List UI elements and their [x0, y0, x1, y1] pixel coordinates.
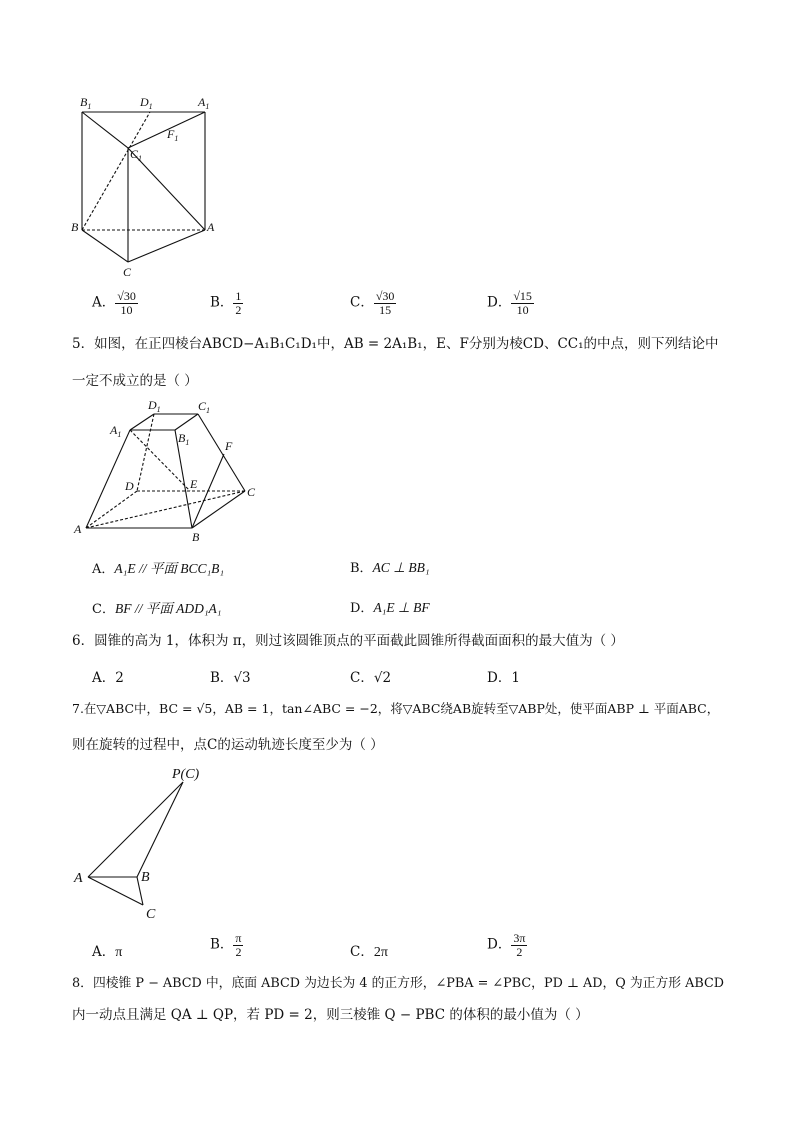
q5-option-a[interactable]: A．A₁E // 平面 BCC₁B₁ [92, 561, 225, 577]
q4-prism-figure [60, 90, 230, 285]
q4-option-a[interactable]: A． $\frac{√30}{10}$ [92, 289, 136, 317]
q4-label-a1: $A_1$ [198, 95, 210, 111]
q7-option-a[interactable]: A．π [92, 944, 123, 960]
q7-label-p: P(C) [172, 767, 200, 782]
q5-label-d1: $D_1$ [148, 398, 161, 414]
q5-frustum-figure [68, 392, 268, 542]
q5-label-d: D [125, 479, 134, 493]
q7-label-c: C [146, 907, 156, 922]
q5-label-b1: $B_1$ [178, 431, 190, 447]
q5-stem-line2: 一定不成立的是（ ） [72, 373, 198, 389]
q8-stem-line1: 8．四棱锥 P − ABCD 中，底面 ABCD 为边长为 4 的正方形，∠PBA = ∠PBC，PD ⊥ AD，Q 为正方形 ABCD [72, 976, 725, 991]
q4-label-c1: $C_1$ [130, 147, 143, 163]
q6-option-c[interactable]: C．√2 [350, 670, 392, 686]
q6-option-d[interactable]: D．1 [487, 670, 520, 686]
q5-label-e: E [190, 477, 198, 491]
q4-label-d1: $D_1$ [140, 95, 153, 111]
q4-option-d[interactable]: D． $\frac{√15}{10}$ [487, 289, 532, 317]
q4-label-c: C [123, 265, 132, 279]
q7-label-b: B [141, 870, 150, 885]
q6-option-a[interactable]: A．2 [92, 670, 124, 686]
q5-label-a1: $A_1$ [110, 423, 122, 439]
q4-label-b: B [71, 220, 79, 234]
q7-stem-line2: 则在旋转的过程中，点C的运动轨迹长度至少为（ ） [72, 737, 384, 753]
q4-label-f1: $F_1$ [167, 127, 179, 143]
q8-stem-line2: 内一动点且满足 QA ⊥ QP，若 PD = 2，则三棱锥 Q − PBC 的体积的最小值为（ ） [72, 1007, 589, 1023]
q7-option-d[interactable]: D． $\frac{3\pi}{2}$ [487, 931, 526, 959]
q7-triangle-figure [68, 760, 228, 925]
q7-option-c[interactable]: C．2π [350, 944, 388, 960]
q4-label-b1: $B_1$ [80, 95, 92, 111]
q4-option-c[interactable]: C． $\frac{√30}{15}$ [350, 289, 395, 317]
q6-stem: 6．圆锥的高为 1，体积为 π，则过该圆锥顶点的平面截此圆锥所得截面面积的最大值为（ ） [72, 633, 624, 649]
q4-option-b[interactable]: B． $\frac{1}{2}$ [210, 289, 242, 317]
q5-label-c1: $C_1$ [198, 399, 211, 415]
q5-label-a: A [74, 522, 82, 536]
q5-option-c[interactable]: C．BF // 平面 ADD₁A₁ [92, 601, 222, 617]
q7-option-b[interactable]: B． $\frac{\pi}{2}$ [210, 931, 242, 959]
q5-label-c: C [247, 485, 256, 499]
q5-option-b[interactable]: B．AC ⊥ BB₁ [350, 560, 430, 576]
q5-label-b: B [192, 530, 200, 542]
q4-label-a: A [207, 220, 215, 234]
q6-option-b[interactable]: B．√3 [210, 670, 251, 686]
q5-stem-line1: 5．如图，在正四棱台ABCD−A₁B₁C₁D₁中，AB = 2A₁B₁，E、F分别为棱CD、CC₁的中点，则下列结论中 [72, 336, 719, 352]
q5-option-d[interactable]: D．A₁E ⊥ BF [350, 600, 430, 616]
q7-stem-line1: 7.在▽ABC中，BC = √5，AB = 1，tan∠ABC = −2，将▽ABC绕AB旋转至▽ABP处，使平面ABP ⊥ 平面ABC， [72, 701, 720, 716]
q5-label-f: F [225, 439, 233, 453]
q7-label-a: A [74, 871, 83, 886]
